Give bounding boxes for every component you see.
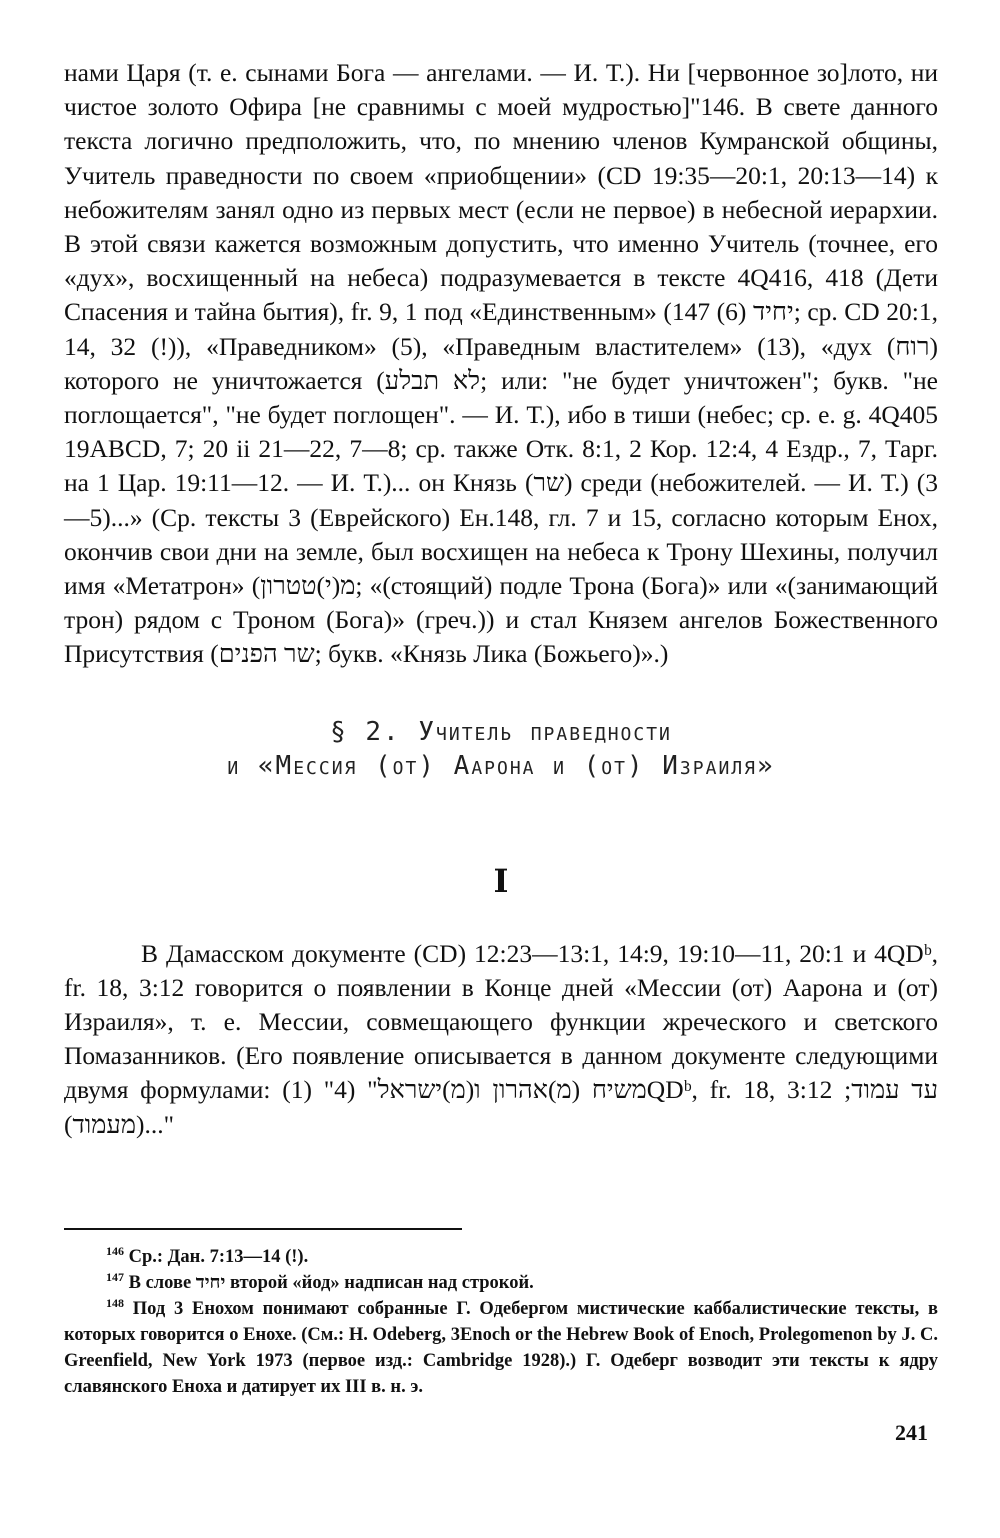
section-heading [64,715,938,783]
footnote-147-text: В слове יחיד второй «йод» надписан над строкой. [128,1273,534,1293]
footnote-146-mark: 146 [106,1243,124,1258]
paragraph-damascus: В Дамасском документе (CD) 12:23—13:1, 14:9, 19:10—11, 20:1 и 4QDᵇ, fr. 18, 3:12 говорится о появлении в Конце дней «Мессии (от) Аарона и (от) Израиля», т. е. Мессии, совмещающего функции жреческого и светского Помазанников. (Его появление описывается в данном документе следующими двумя формулами: (1) "משיח (מ)אהרון ו(מ)ישראל" (4QDᵇ, fr. 18, 3:12 ;עד עמוד (מעמוד)..." [64,938,938,1139]
paragraph-continued: нами Царя (т. е. сынами Бога — ангелами. — И. Т.). Ни [червонное зо]лото, ни чистое золото Офира [не сравнимы с моей мудростью]"146. В свете данного текста логично предположить, что, по мнению членов Кумранской общины, Учитель праведности по своем «приобщении» (CD 19:35—20:1, 20:13—14) к небожителям занял одно из первых мест (если не первое) в небесной иерархии. В этой связи кажется возможным допустить, что именно Учитель (точнее, его «дух», восхищенный на небеса) подразумевается в тексте 4Q416, 418 (Дети Спасения и тайна бытия), fr. 9, 1 под «Единственным» (147 יחיד (6); ср. CD 20:1, 14, 32 (!)), «Праведником» (5), «Праведным властителем» (13), «дух (רוח) которого не уничтожается (לא תבלע; или: "не будет уничтожен"; букв. "не поглощается", "не будет поглощен". — И. Т.), ибо в тиши (небес; ср. e. g. 4Q405 19ABCD, 7; 20 ii 21—22, 7—8; ср. также Отк. 8:1, 2 Кор. 12:4, 4 Ездр., 7, Тарг. на 1 Цар. 19:11—12. — И. Т.)... он Князь (שר) среди (небожителей. — И. Т.) (3—5)...» (Ср. тексты 3 (Еврейского) Ен.148, гл. 7 и 15, согласно которым Енох, окончив свои дни на земле, был восхищен на небеса к Трону Шехины, получил имя «Метатрон» (מ(י)טטרון; «(стоящий) подле Трона (Бога)» или «(занимающий трон) рядом с Троном (Бога)» (греч.)) и стал Князем ангелов Божественного Присутствия (שר הפנים; букв. «Князь Лика (Божьего)».) [64,58,938,669]
footnote-147 [64,1270,938,1296]
page-number: 241 [895,1420,928,1445]
footnote-divider [64,1228,462,1230]
second-text [64,937,938,1142]
footnote-146 [64,1244,938,1270]
footnote-148-mark: 148 [106,1295,124,1310]
section-heading-line-1: § 2. Учитель праведности [330,716,672,747]
section-heading-line-2: и «Мессия (от) Аарона и (от) Израиля» [227,750,775,781]
page-content [64,56,938,1142]
footnote-148-text: Под 3 Енохом понимают собранные Г. Одебергом мистические каббалистические тексты, в которых говорится о Енохе. (См.: H. Odeberg, 3Enoch or the Hebrew Book of Enoch, Prolegomenon by J. C. Greenfield, New York 1973 (первое изд.: Cambridge 1928).) Г. Одеберг возводит эти тексты к ядру славянского Еноха и датирует их III в. н. э. [64,1299,939,1397]
footnote-146-text: Ср.: Дан. 7:13—14 (!). [128,1247,309,1267]
footnotes [64,1244,938,1400]
footnote-148 [64,1296,938,1400]
footnote-147-mark: 147 [106,1269,124,1284]
subsection-number: I [493,861,509,900]
main-text [64,56,938,672]
